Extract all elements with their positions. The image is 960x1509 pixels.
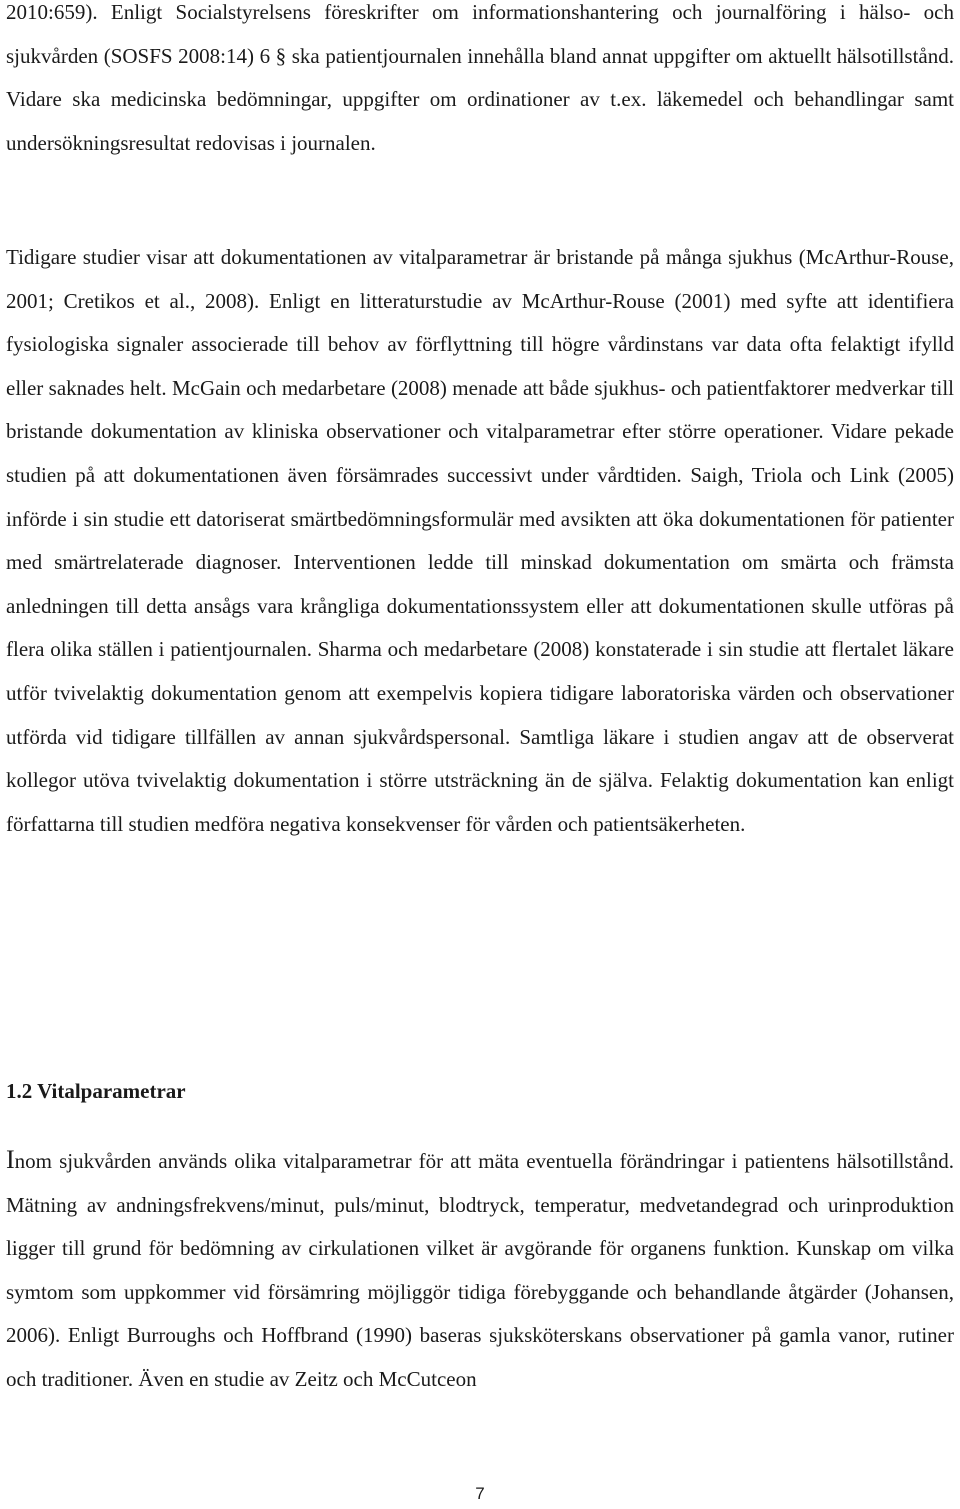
body-paragraph: 2010:659). Enligt Socialstyrelsens föreskrifter om informationshantering och journalföring i hälso- och sjukvården (SOSFS 2008:14) 6 § ska patientjournalen innehålla bland annat uppgifter om aktuellt hälsotillstånd. Vidare ska medicinska bedömningar, uppgifter om ordinationer av t.ex. läkemedel och behandlingar samt undersökningsresultat redovisas i journalen. [6,0,954,155]
page-number: 7 [475,1484,485,1503]
paragraph-text: nom sjukvården används olika vitalparametrar för att mäta eventuella förändringar i patientens hälsotillstånd. Mätning av andningsfrekvens/minut, puls/minut, blodtryck, temperatur, medvetandegrad och urinproduktion ligger till grund för bedömning av cirkulationen vilket är avgörande för organens funktion. Kunskap om vilka symtom som uppkommer vid försämring möjliggör tidiga förebyggande och behandlande åtgärder (Johansen, 2006). Enligt Burroughs och Hoffbrand (1990) baseras sjuksköterskans observationer på gamla vanor, rutiner och traditioner. Även en studie av Zeitz och McCutceon [6,1149,954,1391]
paragraph-initial-letter: I [6,1145,15,1174]
body-paragraph [6,1138,954,1402]
body-paragraph: Tidigare studier visar att dokumentationen av vitalparametrar är bristande på många sjukhus (McArthur-Rouse, 2001; Cretikos et al., 2008). Enligt en litteraturstudie av McArthur-Rouse (2001) med syfte att identifiera fysiologiska signaler associerade till behov av förflyttning till högre vårdinstans var data ofta felaktigt ifylld eller saknades helt. McGain och medarbetare (2008) menade att både sjukhus- och patientfaktorer medverkar till bristande dokumentation av kliniska observationer och vitalparametrar efter större operationer. Vidare pekade studien på att dokumentationen även försämrades successivt under vårdtiden. Saigh, Triola och Link (2005) införde i sin studie ett datoriserat smärtbedömningsformulär med avsikten att öka dokumentationen för patienter med smärtrelaterade diagnoser. Interventionen ledde till minskad dokumentation om smärta och främsta anledningen till detta ansågs vara krångliga dokumentationssystem eller att dokumentationen skulle utföras på flera olika ställen i patientjournalen. Sharma och medarbetare (2008) konstaterade i sin studie att flertalet läkare utför tvivelaktig dokumentation genom att exempelvis kopiera tidigare laboratoriska värden och observationer utförda vid tidigare tillfällen av annan sjukvårdspersonal. Samtliga läkare i studien angav att de observerat kollegor utöva tvivelaktig dokumentation i större utsträckning än de själva. Felaktig dokumentation kan enligt författarna till studien medföra negativa konsekvenser för vården och patientsäkerheten. [6,245,954,836]
section-heading: 1.2 Vitalparametrar [6,1079,186,1103]
